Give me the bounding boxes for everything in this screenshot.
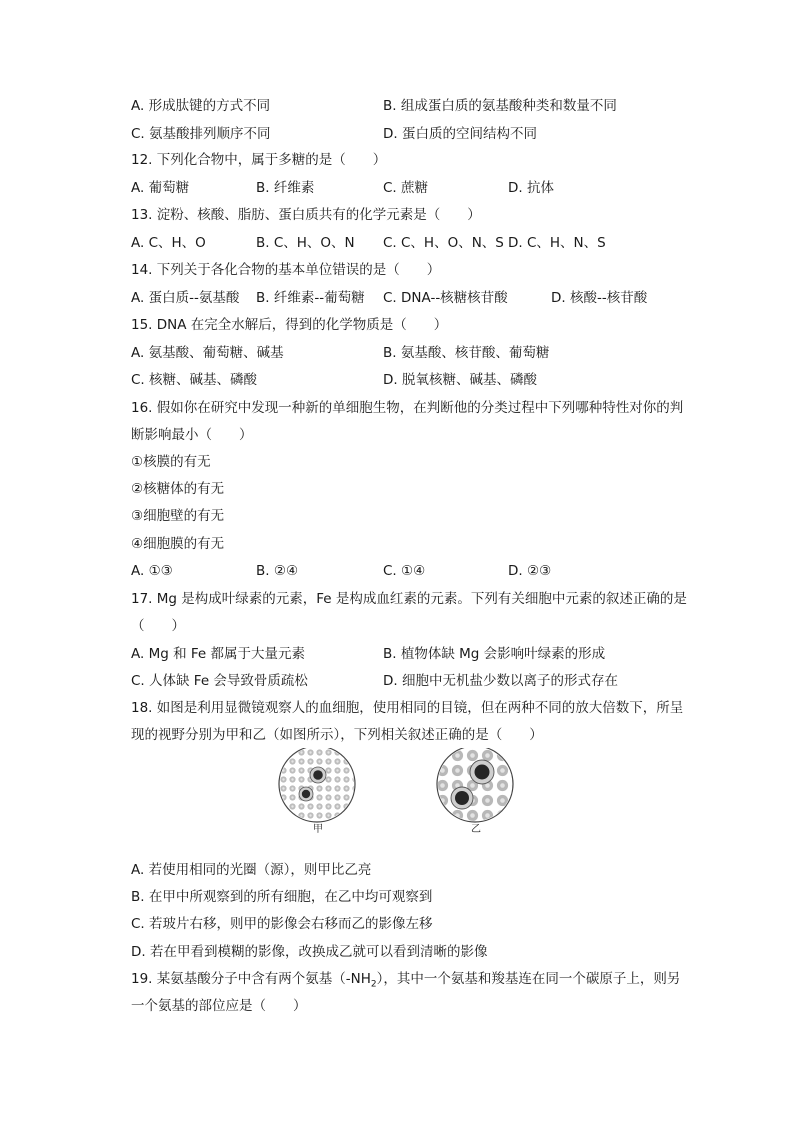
q15-option-b: B. 氨基酸、核苷酸、葡萄糖 — [383, 345, 550, 361]
q17-stem-line1: 17. Mg 是构成叶绿素的元素，Fe 是构成血红素的元素。下列有关细胞中元素的叙述正确的是 — [131, 591, 687, 607]
q19-stem-line1 — [131, 969, 680, 995]
q13-option-a: A. C、H、O — [131, 235, 206, 251]
q16-option-c: C. ①④ — [383, 563, 426, 579]
q11-option-d: D. 蛋白质的空间结构不同 — [383, 126, 537, 142]
white-blood-cell-yi-1 — [470, 760, 494, 784]
q14-option-a: A. 蛋白质--氨基酸 — [131, 290, 240, 306]
q14-option-d: D. 核酸--核苷酸 — [551, 290, 648, 306]
q18-option-d: D. 若在甲看到模糊的影像，改换成乙就可以看到清晰的影像 — [131, 944, 488, 960]
q18-stem-line2: 现的视野分别为甲和乙（如图所示），下列相关叙述正确的是（ ） — [131, 727, 543, 743]
q17-option-c: C. 人体缺 Fe 会导致骨质疏松 — [131, 673, 308, 689]
q15-option-c: C. 核糖、碱基、磷酸 — [131, 372, 258, 388]
q19-stem-pre: 19. 某氨基酸分子中含有两个氨基（-NH — [131, 971, 371, 987]
q17-option-d: D. 细胞中无机盐少数以离子的形式存在 — [383, 673, 618, 689]
figure-label-yi: 乙 — [471, 824, 481, 835]
q16-option-a: A. ①③ — [131, 563, 173, 579]
white-blood-cell-jia-1 — [310, 767, 326, 783]
q16-option-d: D. ②③ — [508, 563, 552, 579]
q14-option-c: C. DNA--核糖核苷酸 — [383, 290, 508, 306]
q12-stem: 12. 下列化合物中，属于多糖的是（ ） — [131, 152, 387, 168]
field-of-view-jia — [279, 748, 355, 822]
q19-stem-post: ），其中一个氨基和羧基连在同一个碳原子上，则另 — [376, 971, 681, 987]
q18-stem-line1: 18. 如图是利用显微镜观察人的血细胞，使用相同的目镜，但在两种不同的放大倍数下，所呈 — [131, 700, 684, 716]
q15-option-a: A. 氨基酸、葡萄糖、碱基 — [131, 345, 284, 361]
q13-option-b: B. C、H、O、N — [256, 235, 355, 251]
q11-option-b: B. 组成蛋白质的氨基酸种类和数量不同 — [383, 98, 617, 114]
q12-option-b: B. 纤维素 — [256, 180, 315, 196]
q11-option-a: A. 形成肽键的方式不同 — [131, 98, 271, 114]
field-of-view-yi — [437, 748, 513, 822]
figure-label-jia: 甲 — [313, 824, 323, 835]
q15-option-d: D. 脱氧核糖、碱基、磷酸 — [383, 372, 537, 388]
q15-stem: 15. DNA 在完全水解后，得到的化学物质是（ ） — [131, 317, 448, 333]
q18-option-c: C. 若玻片右移，则甲的影像会右移而乙的影像左移 — [131, 916, 433, 932]
q17-option-a: A. Mg 和 Fe 都属于大量元素 — [131, 646, 306, 662]
q13-option-c: C. C、H、O、N、S — [383, 235, 504, 251]
q12-option-a: A. 葡萄糖 — [131, 180, 190, 196]
q11-option-c: C. 氨基酸排列顺序不同 — [131, 126, 271, 142]
q16-stem-line2: 断影响最小（ ） — [131, 427, 253, 443]
white-blood-cell-jia-2 — [299, 787, 313, 801]
q16-stem-line1: 16. 假如你在研究中发现一种新的单细胞生物，在判断他的分类过程中下列哪种特性对你的判 — [131, 400, 684, 416]
blood-cell-views — [0, 748, 794, 840]
q17-stem-line2: （ ） — [131, 618, 185, 634]
q16-item-4: ④细胞膜的有无 — [131, 536, 225, 552]
q16-option-b: B. ②④ — [256, 563, 299, 579]
q14-stem: 14. 下列关于各化合物的基本单位错误的是（ ） — [131, 262, 441, 278]
microscope-figure — [0, 748, 794, 840]
q13-option-d: D. C、H、N、S — [508, 235, 606, 251]
white-blood-cell-yi-2 — [451, 787, 473, 809]
q18-option-b: B. 在甲中所观察到的所有细胞，在乙中均可观察到 — [131, 889, 433, 905]
q17-option-b: B. 植物体缺 Mg 会影响叶绿素的形成 — [383, 646, 606, 662]
q16-item-3: ③细胞壁的有无 — [131, 508, 225, 524]
q16-item-1: ①核膜的有无 — [131, 454, 211, 470]
q16-item-2: ②核糖体的有无 — [131, 481, 225, 497]
q19-subscript: 2 — [370, 979, 377, 990]
q14-option-b: B. 纤维素--葡萄糖 — [256, 290, 365, 306]
q12-option-d: D. 抗体 — [508, 180, 554, 196]
q19-stem-line2: 一个氨基的部位应是（ ） — [131, 998, 307, 1014]
q12-option-c: C. 蔗糖 — [383, 180, 429, 196]
q18-option-a: A. 若使用相同的光圈（源），则甲比乙亮 — [131, 862, 372, 878]
q13-stem: 13. 淀粉、核酸、脂肪、蛋白质共有的化学元素是（ ） — [131, 207, 481, 223]
